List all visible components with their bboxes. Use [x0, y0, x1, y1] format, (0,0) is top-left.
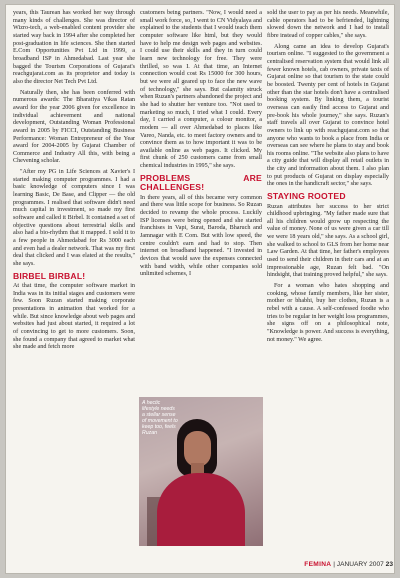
magazine-page	[5, 4, 395, 574]
footer-brand: FEMINA	[304, 561, 332, 568]
paragraph: For a woman who hates shopping and cooking, whose family members, like her sister, mother or bhabhi, buy her clothes, Ruzan is a rebel with a cause. A self-confessed foodie who tries to be regular in her weight loss programmes, she signs off on a philosophical note, "Knowledge is power. And success is everything, not money." We agree.	[267, 283, 389, 343]
section-heading-birbel: BIRBEL BIRBAL!	[13, 270, 86, 281]
paragraph: years, this Taurean has worked her way through many kinds of challenges. She was director of Wizro-tech, a web-enabled content provider she started way back in 1994 after she completed her post-graduation in life sciences. She then started E.Com Opportunities Pvt Ltd in 1999, a broadband ISP in Ahmedabad. Last year she bagged the Tourism Corporations of Gujarat's reachgujarat.com as its proprietor and today is also the director Net Tech Pvt Ltd.	[13, 10, 135, 85]
photo-red-top	[157, 473, 245, 546]
portrait-photo	[139, 397, 263, 546]
footer-divider: |	[333, 561, 335, 568]
footer-issue: JANUARY 2007	[336, 561, 384, 568]
paragraph: customers being partners. "Now, I would need a small work force, so, I went to CN Vidyalaya and explained to the students that I would teach them computer software like html, but they would have to help me design web pages and websites. I could use their skills and they in turn could learn new technology for free. They were thrilled, so was I. At that time, an Internet connection would cost Rs 15000 for 300 hours, but we were all geared up to face the new wave of technology," she says. But calamity struck when Ruzan's partners abandoned the project and she had to shutter her venture too. "Not used to marketing so much, I tried what I could. Every day, I carried a computer, a colour monitor, a modem — all over Ahmedabad to places like Vareo, Nanda, etc. to meet factory owners and to convince them as to how important it was to be available online as web pages. It clicked. My first chunk of 250 customers came from small chemical industries in 1995," she says.	[140, 10, 262, 170]
section-heading-problems: PROBLEMS ARE CHALLENGES!	[140, 172, 262, 193]
photo-caption: A hectic lifestyle needs a stellar sense of movement to keep too, feels Ruzan	[142, 400, 178, 436]
paragraph: Ruzan attributes her success to her strict childhood upbringing. "My father made sure that all his children would grow up respecting the value of money. None of us were given a car till we were 18 years old," she says. As a school girl, she walked to school to GLS from her home near Law Garden. At that time, her father's employees used to send their children in their cars and at an impressionable age, Ruzan felt bad. "On hindsight, that training proved helpful," she says.	[267, 203, 389, 279]
photo-face	[184, 431, 211, 467]
paragraph: At that time, the computer software market in India was in its initial stages and customers were few. Soon Ruzan started making corporate presentations in animation that worked for a while. But since knowledge about web pages and websites had just about started, it required a lot of convincing to get to more customers. Soon, she found a company that agreed to market what she made and fetch more	[13, 283, 135, 351]
paragraph: Along came an idea to develop Gujarat's tourism online. "I suggested to the government a centralised reservation system that would link all fewer known hotels, cab owners, private taxis of Gujarat online so that tourism to the state could be boosted. Twenty per cent of hotels in Gujarat other than the star hotels don't have a centralised booking system. By linking them, a tourist overseas can easily find access to Gujarat and pre-book his whole journey," she says. Ruzan's staff travels all over Gujarat to convince hotel owners to link up with reachgujarat.com so that anyone who wants to book a place from India or overseas can see where he plans to stay and book his rooms online. "The website also plans to have a city guide that will display all retail outlets in the city and information about them. I also plan to put products of Gujarat on display especially the ones in the handicraft sector," she says.	[267, 43, 389, 188]
section-heading-staying-rooted: STAYING ROOTED	[267, 191, 346, 202]
paragraph: In there years, all of this became very common and there was little scope for business. So Ruzan decided to revamp the whole process. Luckily ISP licenses were being opened and she started franchises in Vapi, Surat, Baroda, Bharuch and Jamnagar with E Com. But with low speed, the centre couldn't earn and had to stop. Then internet on broadband happened. "I invested in devices that would save the expenses connected with band width, while other companies sold unlimited schemes, I	[140, 194, 262, 278]
paragraph: "After my PG in Life Sciences at Xavier's I started making computer programmes. I had a basic knowledge of computers since I was learning Basic, De Base, and Clipper — the old programmes. I realised that software didn't need much capital in investment, so made my first software and called it Birbel. It contained a set of objective questions about terrestrial skills and also had a bio-rhythm that it mapped. I sold it to a few people in Ahmedabad for Rs 3000 each and even had a dealer network. That was my first deal that clicked and I was elated at the results," she says.	[13, 169, 135, 267]
paragraph: Naturally then, she has been conferred with numerous awards: The Bharatiya Vikas Ratan award for the year 2006 given for excellence in individual achievement and national development, Outstanding Woman Professional award in 2005 by FICCI, Outstanding Business Performance: Woman Entrepreneur of the Year award for 2004-2005 by Gujarat Chamber of Commerce and Industry All this, with being a Chevening scholar.	[13, 89, 135, 165]
footer-page-number: 23	[385, 561, 393, 568]
paragraph: sold the user to pay as per his needs. Meanwhile, cable operators had to be befriended, lightning slowed down the network and I had to install fibre instead of copper cables," she says.	[267, 10, 389, 39]
column-left	[13, 10, 135, 355]
column-right	[267, 10, 389, 347]
page-footer	[267, 561, 393, 568]
column-middle	[140, 10, 262, 282]
